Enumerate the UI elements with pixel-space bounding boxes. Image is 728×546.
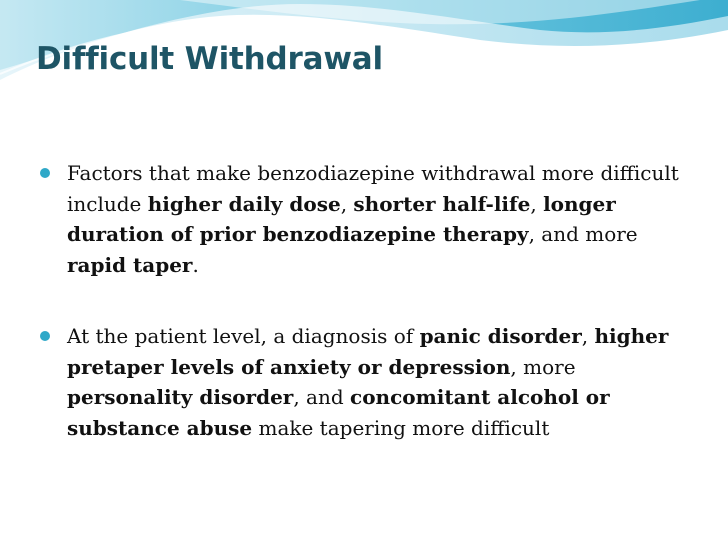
bullet-text: , and more bbox=[528, 222, 638, 246]
bullet-text: Factors that make benzodiazepine withdrawal more difficult include bbox=[67, 161, 679, 216]
bullet-text: , bbox=[340, 191, 354, 216]
bullet-text: , bbox=[581, 324, 595, 348]
bullet-text: , and bbox=[293, 385, 351, 409]
bullet-emphasis: higher daily dose bbox=[147, 191, 341, 216]
bullet-emphasis: longer duration of prior benzodiazepine therapy bbox=[67, 191, 616, 246]
bullet-item bbox=[40, 321, 700, 443]
bullet-emphasis: shorter half-life bbox=[353, 191, 531, 216]
bullet-text: , bbox=[530, 191, 544, 216]
bullet-item bbox=[40, 158, 700, 280]
bullet-text: At the patient level, a diagnosis of bbox=[67, 324, 420, 348]
bullet-emphasis: higher pretaper levels of anxiety or depression bbox=[67, 324, 669, 379]
bullet-text: . bbox=[192, 252, 199, 277]
slide-title: Difficult Withdrawal bbox=[36, 41, 383, 77]
bullet-text: make tapering more difficult bbox=[252, 415, 550, 440]
bullet-text: , more bbox=[510, 354, 576, 379]
bullet-dot-icon bbox=[40, 168, 50, 178]
bullet-emphasis: concomitant alcohol or substance abuse bbox=[67, 385, 610, 440]
bullet-emphasis: personality disorder bbox=[67, 385, 294, 409]
bullet-emphasis: rapid taper bbox=[67, 252, 193, 277]
bullet-list bbox=[40, 158, 700, 443]
bullet-emphasis: panic disorder bbox=[419, 324, 582, 348]
bullet-dot-icon bbox=[40, 331, 50, 341]
